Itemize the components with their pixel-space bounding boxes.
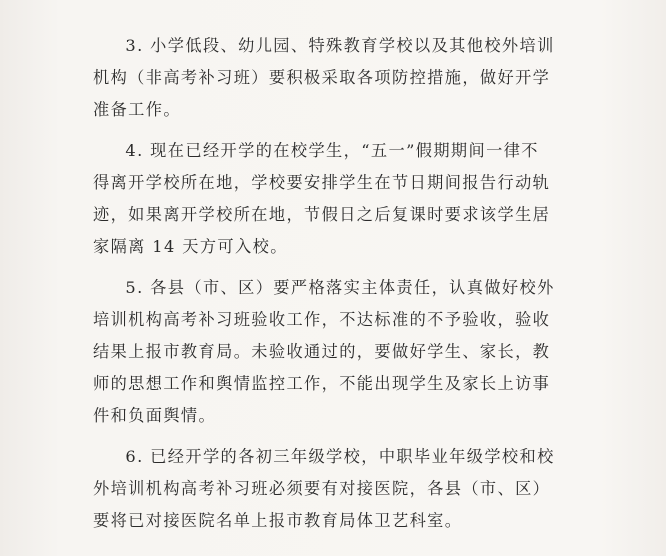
text-line: 4. 现在已经开学的在校学生，“五一”假期期间一律不 [125,141,539,160]
document-body [93,30,583,546]
text-line: 培训机构高考补习班验收工作，不达标准的不予验收，验收 [93,310,551,329]
text-line: 准备工作。 [93,100,181,119]
paragraph-item-5 [93,272,583,432]
text-line: 家隔离 14 天方可入校。 [93,237,288,256]
text-line: 迹，如果离开学校所在地，节假日之后复课时要求该学生居 [93,205,551,224]
text-line: 外培训机构高考补习班必须要有对接医院，各县（市、区） [93,479,551,498]
paragraph-item-3 [93,30,583,126]
text-line: 机构（非高考补习班）要积极采取各项防控措施，做好开学 [93,68,551,87]
text-line: 3. 小学低段、幼儿园、特殊教育学校以及其他校外培训 [125,36,555,55]
text-line: 6. 已经开学的各初三年级学校，中职毕业年级学校和校 [125,447,555,466]
text-line: 结果上报市教育局。未验收通过的，要做好学生、家长，教 [93,342,551,361]
paragraph-item-4 [93,135,583,263]
text-line: 5. 各县（市、区）要严格落实主体责任，认真做好校外 [125,278,555,297]
text-line: 件和负面舆情。 [93,406,217,425]
text-line: 师的思想工作和舆情监控工作，不能出现学生及家长上访事 [93,374,551,393]
paragraph-item-6 [93,441,583,537]
text-line: 得离开学校所在地，学校要安排学生在节日期间报告行动轨 [93,173,551,192]
text-line: 要将已对接医院名单上报市教育局体卫艺科室。 [93,511,463,530]
